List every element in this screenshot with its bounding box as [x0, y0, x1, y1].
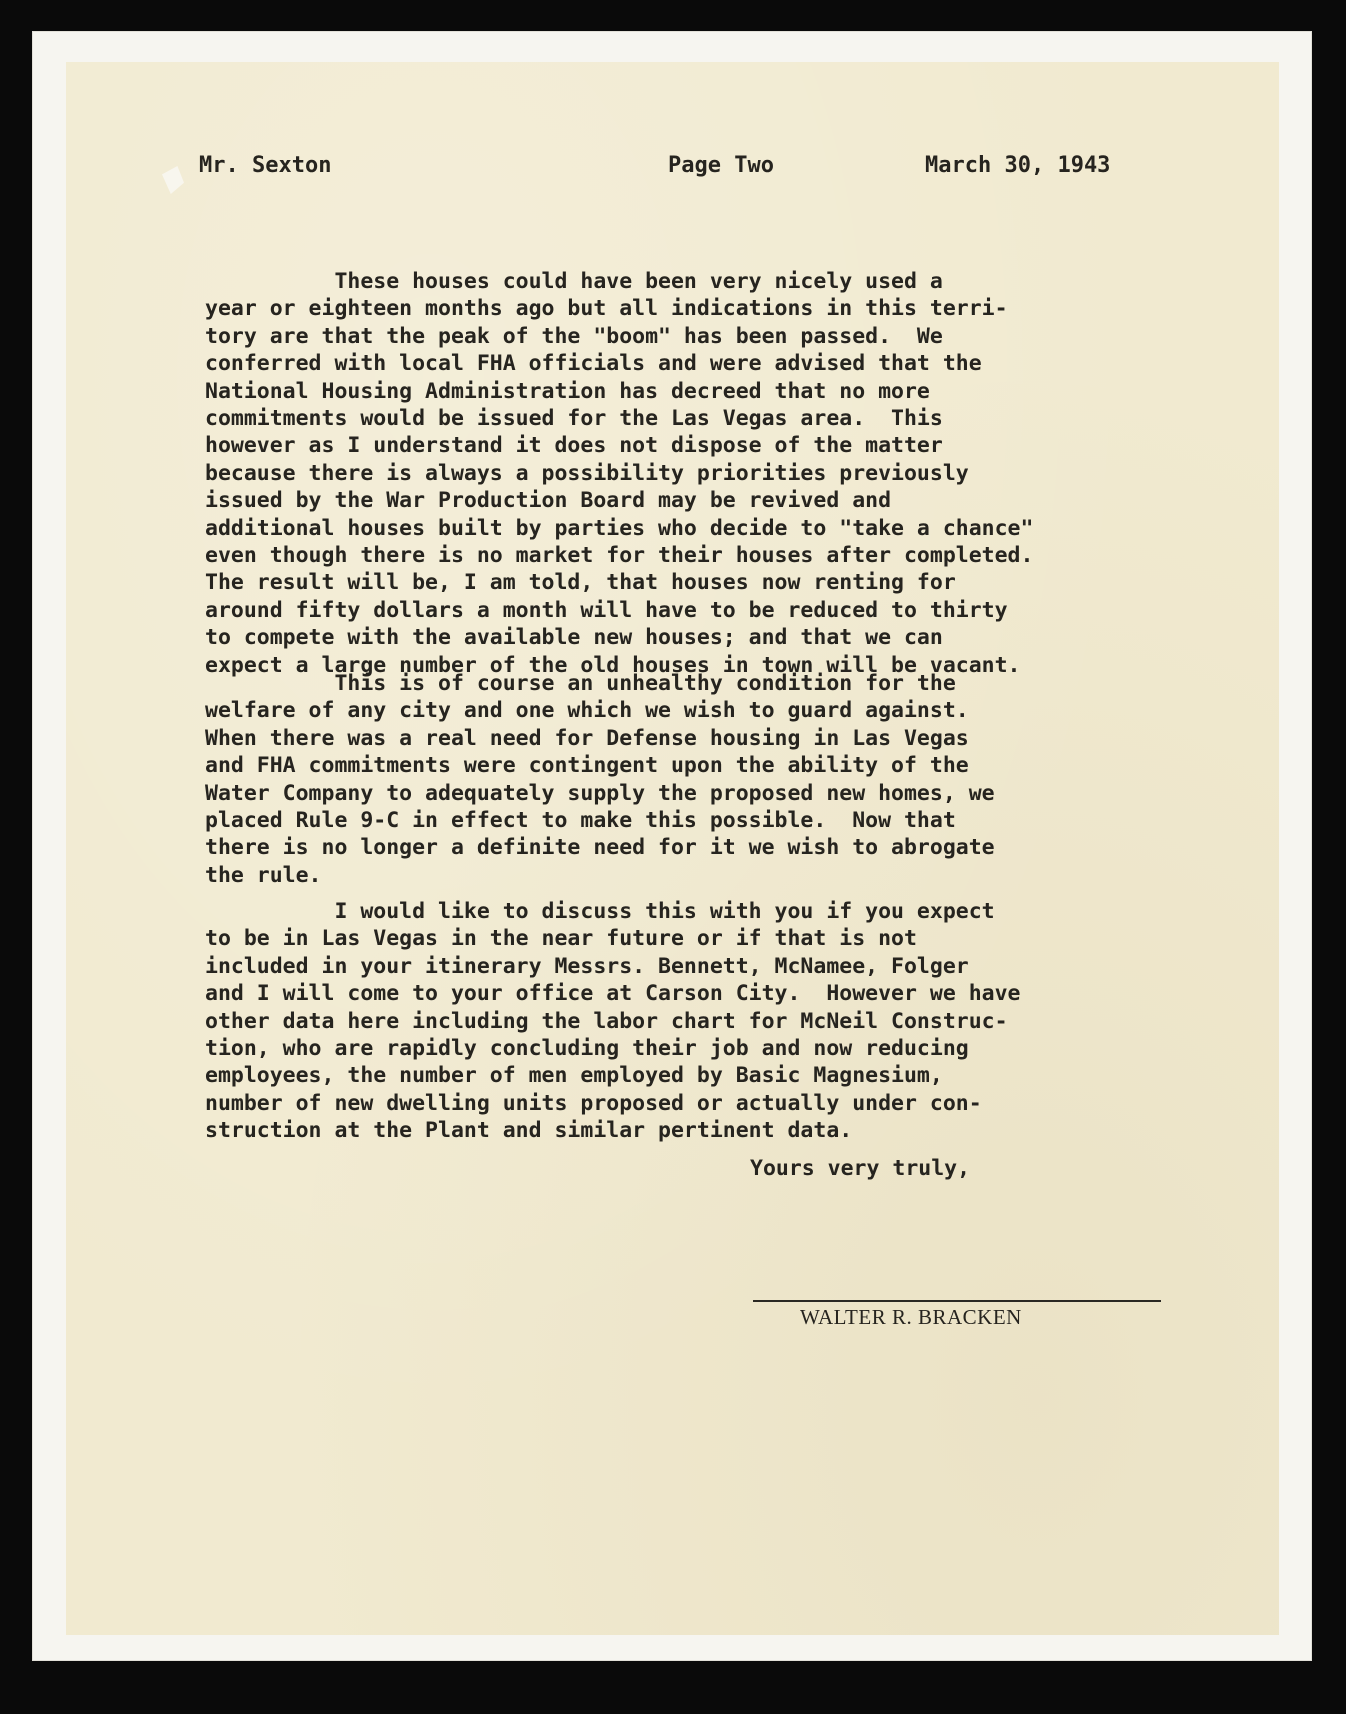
- paragraph-line: year or eighteen months ago but all indications in this terri-: [205, 296, 1008, 322]
- paragraph-line: and FHA commitments were contingent upon the ability of the: [205, 753, 969, 779]
- paragraph-line: number of new dwelling units proposed or actually under con-: [205, 1090, 982, 1116]
- date-header: March 30, 1943: [925, 153, 1111, 178]
- paragraph-line: This is of course an unhealthy condition for the: [205, 671, 956, 696]
- paragraph-line: Water Company to adequately supply the proposed new homes, we: [205, 780, 995, 806]
- paragraph-line: even though there is no market for their houses after completed.: [205, 543, 1034, 569]
- paragraph-line: the rule.: [205, 862, 322, 888]
- paragraph-line: welfare of any city and one which we wish to guard against.: [205, 698, 969, 724]
- closing-salutation: Yours very truly,: [750, 1156, 971, 1181]
- paragraph-line: to compete with the available new houses; and that we can: [205, 625, 943, 651]
- paragraph-line: other data here including the labor chart for McNeil Construc-: [205, 1008, 1008, 1034]
- signature-line: [753, 1300, 1161, 1302]
- paragraph-line: and I will come to your office at Carson City. However we have: [205, 981, 1021, 1007]
- paragraph-line: tion, who are rapidly concluding their job and now reducing: [205, 1036, 969, 1062]
- paragraph-line: When there was a real need for Defense housing in Las Vegas: [205, 725, 969, 751]
- paragraph-line: there is no longer a definite need for it we wish to abrogate: [205, 835, 995, 861]
- paragraph-line: I would like to discuss this with you if you expect: [205, 899, 995, 924]
- paragraph-line: because there is always a possibility priorities previously: [205, 460, 969, 486]
- paragraph-line: commitments would be issued for the Las Vegas area. This: [205, 406, 943, 432]
- paragraph-3: [205, 898, 1165, 1145]
- paragraph-line: additional houses built by parties who decide to "take a chance": [205, 515, 1034, 541]
- recipient-header: Mr. Sexton: [199, 153, 332, 178]
- paragraph-line: issued by the War Production Board may be revived and: [205, 488, 892, 514]
- paragraph-line: however as I understand it does not dispose of the matter: [205, 433, 943, 459]
- signature-name: WALTER R. BRACKEN: [800, 1305, 1022, 1329]
- paragraph-2: [205, 670, 1165, 889]
- paragraph-line: expect a large number of the old houses in town will be vacant.: [205, 652, 1021, 678]
- paragraph-line: employees, the number of men employed by Basic Magnesium,: [205, 1063, 943, 1089]
- paragraph-line: struction at the Plant and similar pertinent data.: [205, 1118, 853, 1144]
- paragraph-line: placed Rule 9-C in effect to make this possible. Now that: [205, 808, 956, 834]
- paragraph-line: National Housing Administration has decreed that no more: [205, 378, 930, 404]
- paragraph-line: conferred with local FHA officials and were advised that the: [205, 351, 982, 377]
- paragraph-line: tory are that the peak of the "boom" has been passed. We: [205, 323, 943, 349]
- paragraph-1: [205, 268, 1165, 679]
- paragraph-line: The result will be, I am told, that houses now renting for: [205, 570, 956, 596]
- paragraph-line: around fifty dollars a month will have to be reduced to thirty: [205, 597, 1008, 623]
- page-number-header: Page Two: [668, 153, 774, 178]
- paragraph-line: These houses could have been very nicely used a: [205, 269, 943, 294]
- paragraph-line: included in your itinerary Messrs. Bennett, McNamee, Folger: [205, 953, 969, 979]
- paragraph-line: to be in Las Vegas in the near future or if that is not: [205, 926, 917, 952]
